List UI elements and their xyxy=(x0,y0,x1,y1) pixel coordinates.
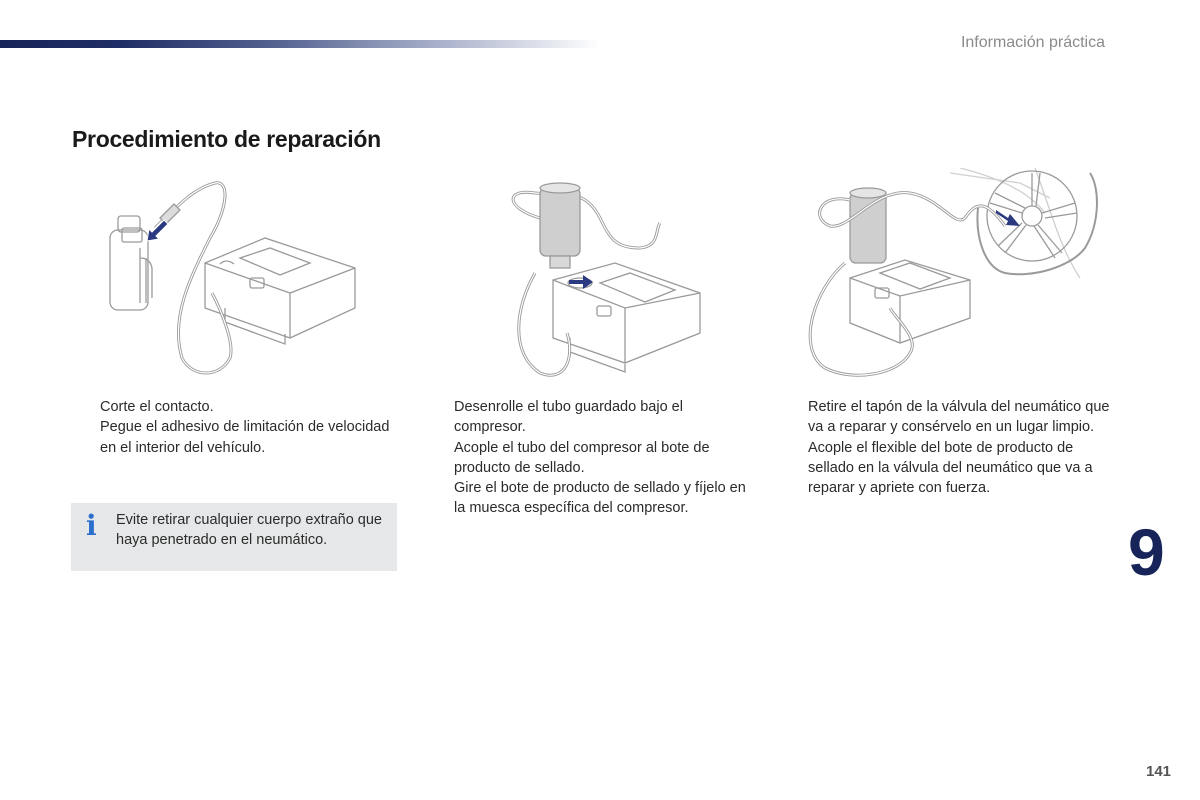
arrow-icon xyxy=(142,216,172,246)
list-item xyxy=(780,438,1110,499)
page-title: Procedimiento de reparación xyxy=(72,126,381,152)
step-text: Acople el flexible del bote de producto de sellado en la válvula del neumático que va a reparar y apriete con fuerza. xyxy=(808,439,1093,497)
info-icon: i xyxy=(86,509,97,542)
steps-column-1 xyxy=(72,397,402,458)
step-text: Pegue el adhesivo de limitación de velocidad en el interior del vehículo. xyxy=(100,419,390,456)
step-text: Acople el tubo del compresor al bote de producto de sellado. xyxy=(454,439,710,476)
step-text: Desenrolle el tubo guardado bajo el compresor. xyxy=(454,399,683,436)
step-text: Corte el contacto. xyxy=(100,399,214,415)
chapter-number: 9 xyxy=(1128,515,1165,589)
info-note xyxy=(71,503,397,571)
illustration-tyre-valve-connection xyxy=(800,168,1105,388)
list-item xyxy=(426,438,751,479)
steps-column-3 xyxy=(780,397,1110,498)
header-accent-bar xyxy=(0,40,600,48)
illustration-compressor-bottle xyxy=(100,168,365,388)
step-text: Gire el bote de producto de sellado y fíjelo en la muesca específica del compresor. xyxy=(454,480,746,517)
list-item xyxy=(780,397,1110,438)
list-item xyxy=(426,478,751,519)
list-item xyxy=(426,397,751,438)
info-note-text: Evite retirar cualquier cuerpo extraño que haya penetrado en el neumático. xyxy=(116,512,382,549)
arrow-icon xyxy=(567,272,595,292)
list-item xyxy=(72,397,402,417)
section-header: Información práctica xyxy=(960,34,1105,51)
list-item xyxy=(72,417,402,458)
page-number: 141 xyxy=(1146,763,1172,780)
step-text: Retire el tapón de la válvula del neumático que va a reparar y consérvelo en un lugar limpio. xyxy=(808,399,1110,436)
steps-column-2 xyxy=(426,397,751,519)
arrow-icon xyxy=(994,204,1024,230)
illustration-bottle-on-compressor xyxy=(505,168,710,388)
